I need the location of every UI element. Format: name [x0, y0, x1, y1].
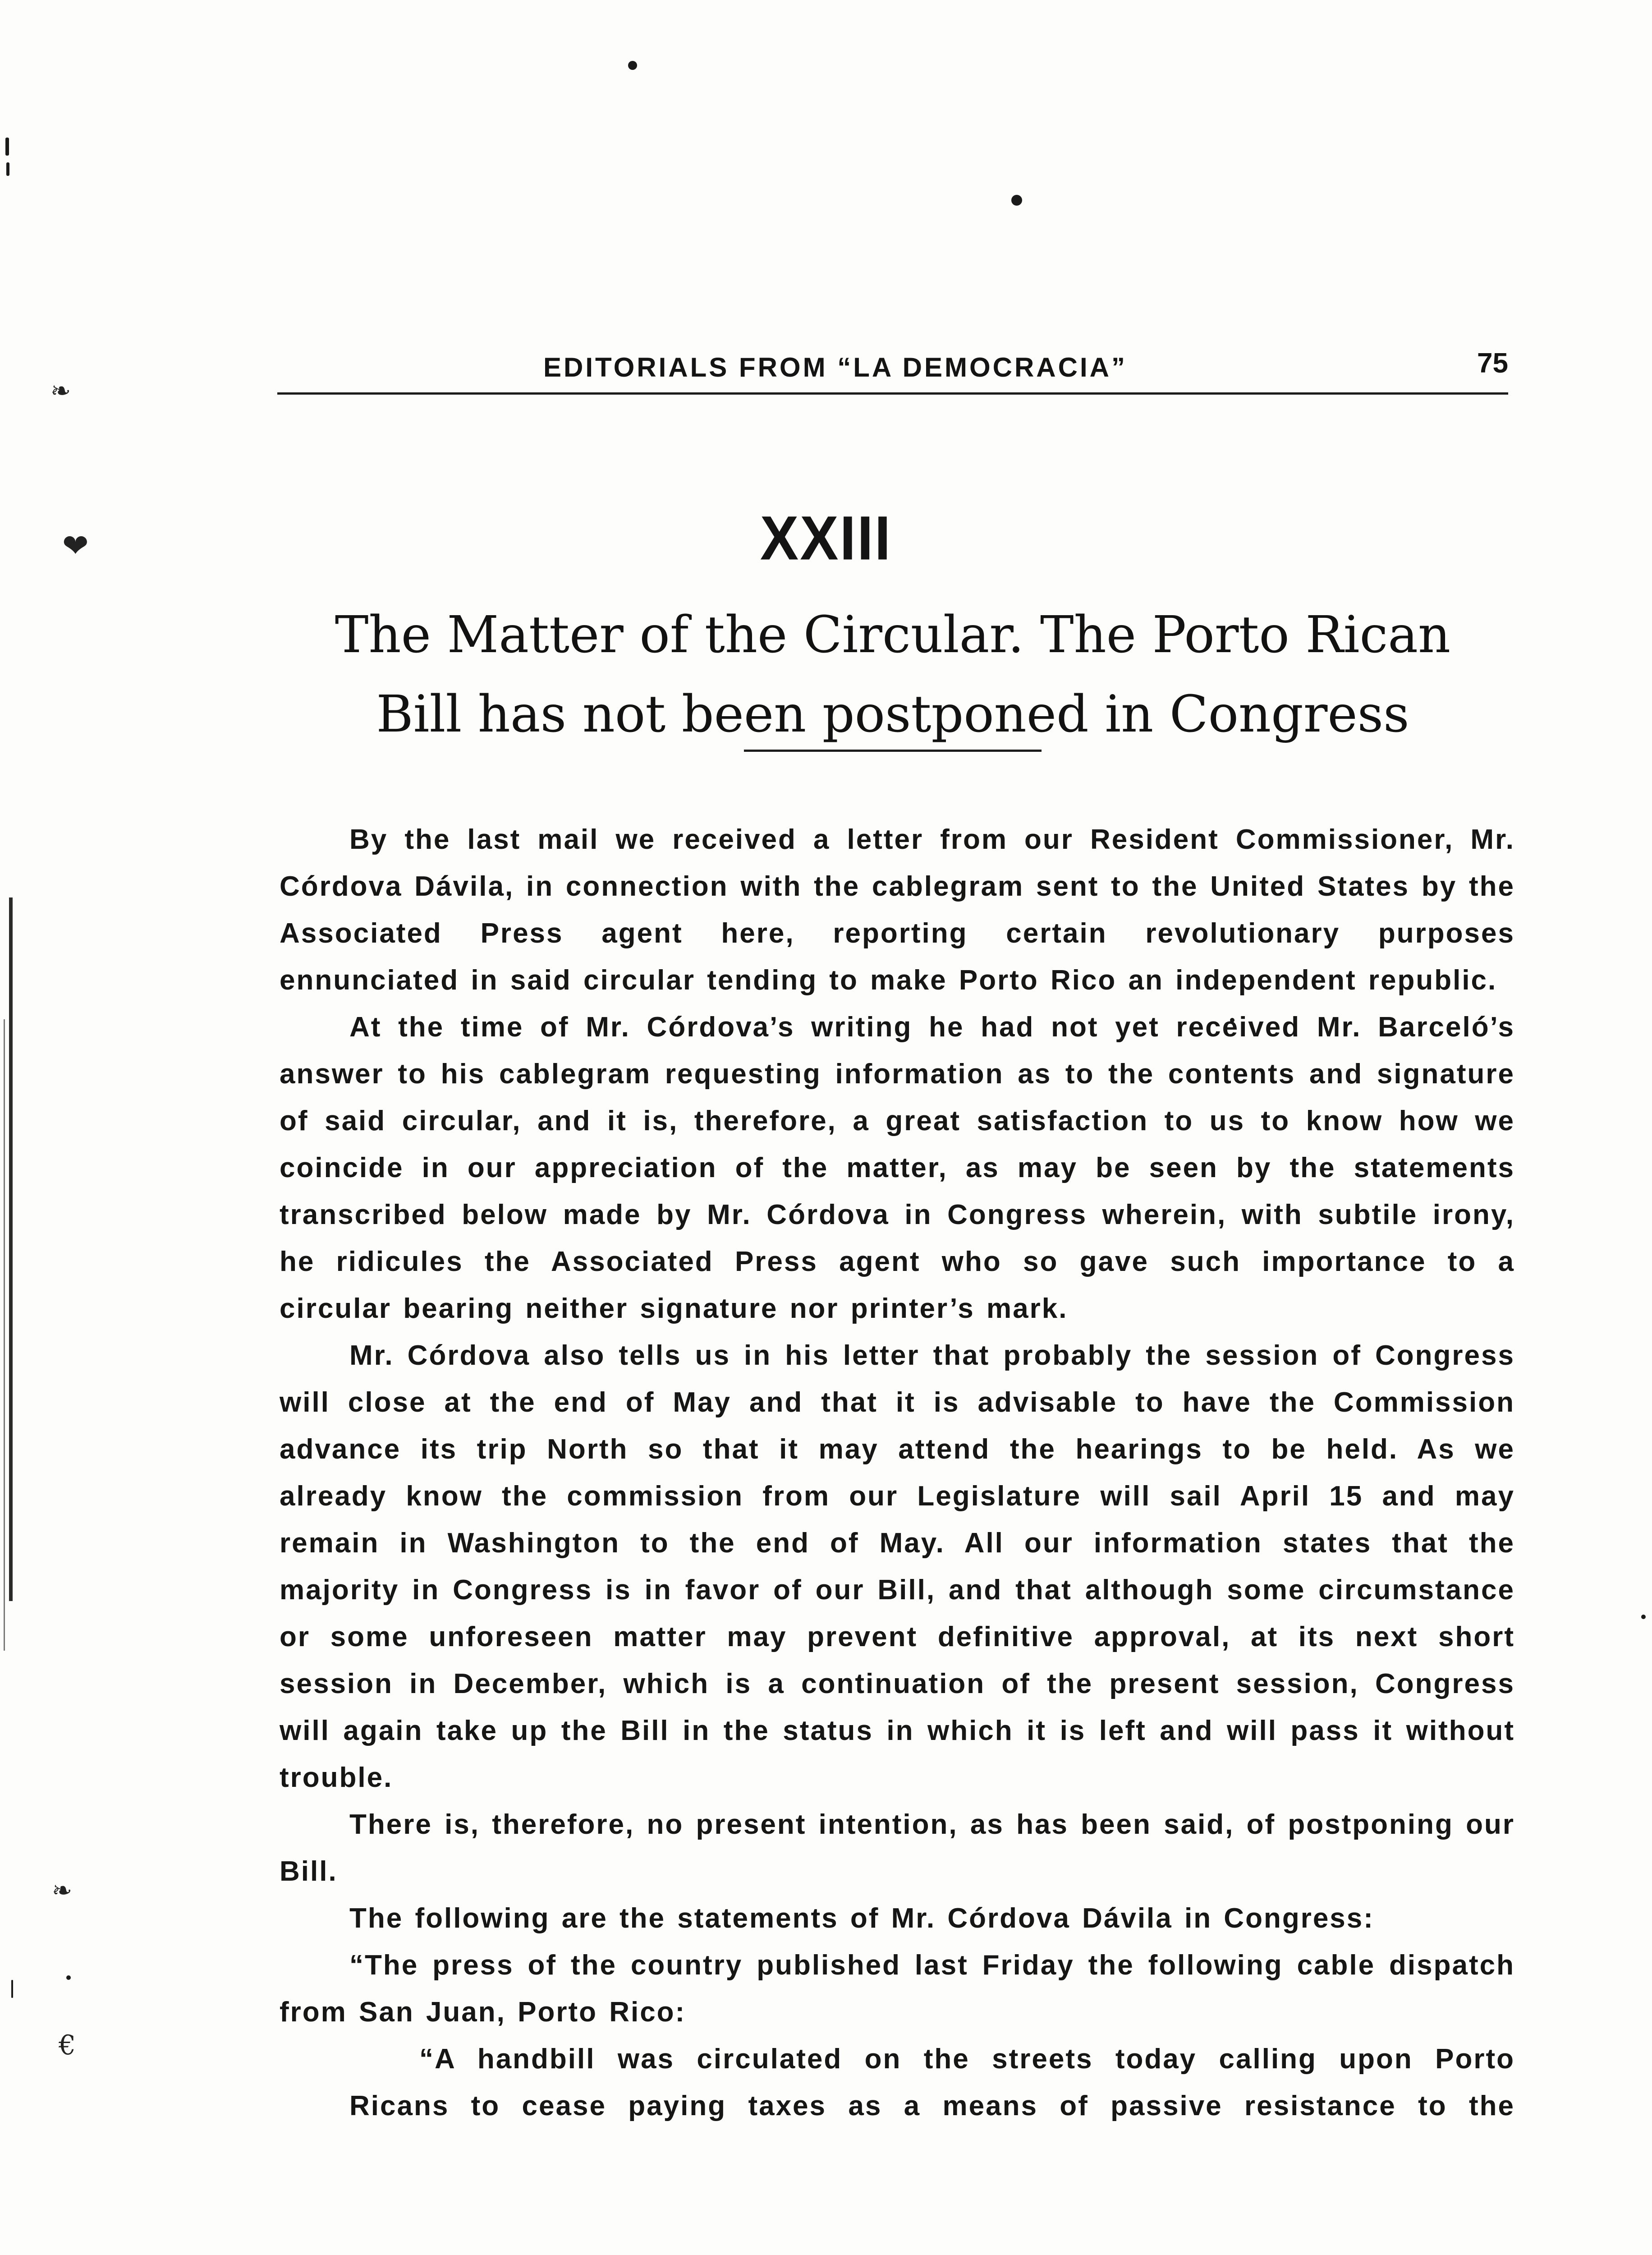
- page-number: 75: [1477, 348, 1508, 379]
- paragraph: Mr. Córdova also tells us in his letter that probably the session of Congress will close at the end of May and that it is advisable to have the Commission advance its trip North so that it may attend the hearings to be held. As we already know the commission from our Legislature will sail April 15 and may remain in Washington to the end of May. All our information states that the majority in Congress is in favor of our Bill, and that although some circumstance or some unforeseen matter may prevent definitive approval, at its next short session in December, which is a continuation of the present session, Congress will again take up the Bill in the status in which it is left and will pass it without trouble.: [280, 1340, 1515, 1793]
- quoted-dispatch: “A handbill was circulated on the streets today calling upon Porto Ricans to cease paying taxes as a means of passive resistance to the: [349, 2043, 1515, 2122]
- running-header-title: EDITORIALS FROM “LA DEMOCRACIA”: [543, 352, 1127, 382]
- scan-speck: [11, 1980, 13, 1998]
- scan-speck: [6, 162, 9, 176]
- margin-ink-mark-icon: ❤: [62, 527, 89, 564]
- paragraph: “The press of the country published last Friday the following cable dispatch from San Juan, Porto Rico:: [280, 1950, 1515, 2028]
- paragraph: At the time of Mr. Córdova’s writing he had not yet received Mr. Barceló’s answer to his cablegram requesting information as to the contents and signature of said circular, and it is, therefore, a great satisfaction to us to know how we coincide in our appreciation of the matter, as may be seen by the statements transcribed below made by Mr. Córdova in Congress wherein, with subtile irony, he ridicules the Associated Press agent who so gave such importance to a circular bearing neither signature nor printer’s mark.: [280, 1012, 1515, 1324]
- paragraph: The following are the statements of Mr. Córdova Dávila in Congress:: [349, 1903, 1374, 1934]
- margin-ink-mark-icon: ❧: [52, 1876, 73, 1905]
- running-header: [277, 347, 1508, 397]
- scan-speck: [66, 1975, 71, 1980]
- article-body: [280, 816, 1515, 2130]
- header-rule: [277, 392, 1508, 395]
- chapter-title: The Matter of the Circular. The Porto Rican Bill has not been postponed in Congress: [335, 606, 1451, 744]
- scan-speck: [5, 138, 9, 156]
- scan-speck: [1011, 195, 1022, 206]
- margin-ink-mark-icon: ❧: [50, 377, 71, 405]
- chapter-number: XXIII: [760, 503, 892, 573]
- scan-speck: [628, 61, 637, 70]
- title-rule: [744, 750, 1042, 752]
- scan-edge-line: [4, 1019, 5, 1651]
- paragraph: By the last mail we received a letter from our Resident Commissioner, Mr. Córdova Dávila, in connection with the cablegram sent to the United States by the Associated Press agent here, reporting certain revolutionary purposes ennunciated in said circular tending to make Porto Rico an independent republic.: [280, 824, 1515, 996]
- paragraph: There is, therefore, no present intention, as has been said, of postponing our Bill.: [280, 1809, 1515, 1887]
- scan-edge-line: [9, 897, 13, 1601]
- margin-ink-mark-icon: €: [59, 2030, 76, 2061]
- scan-speck: [1641, 1615, 1646, 1619]
